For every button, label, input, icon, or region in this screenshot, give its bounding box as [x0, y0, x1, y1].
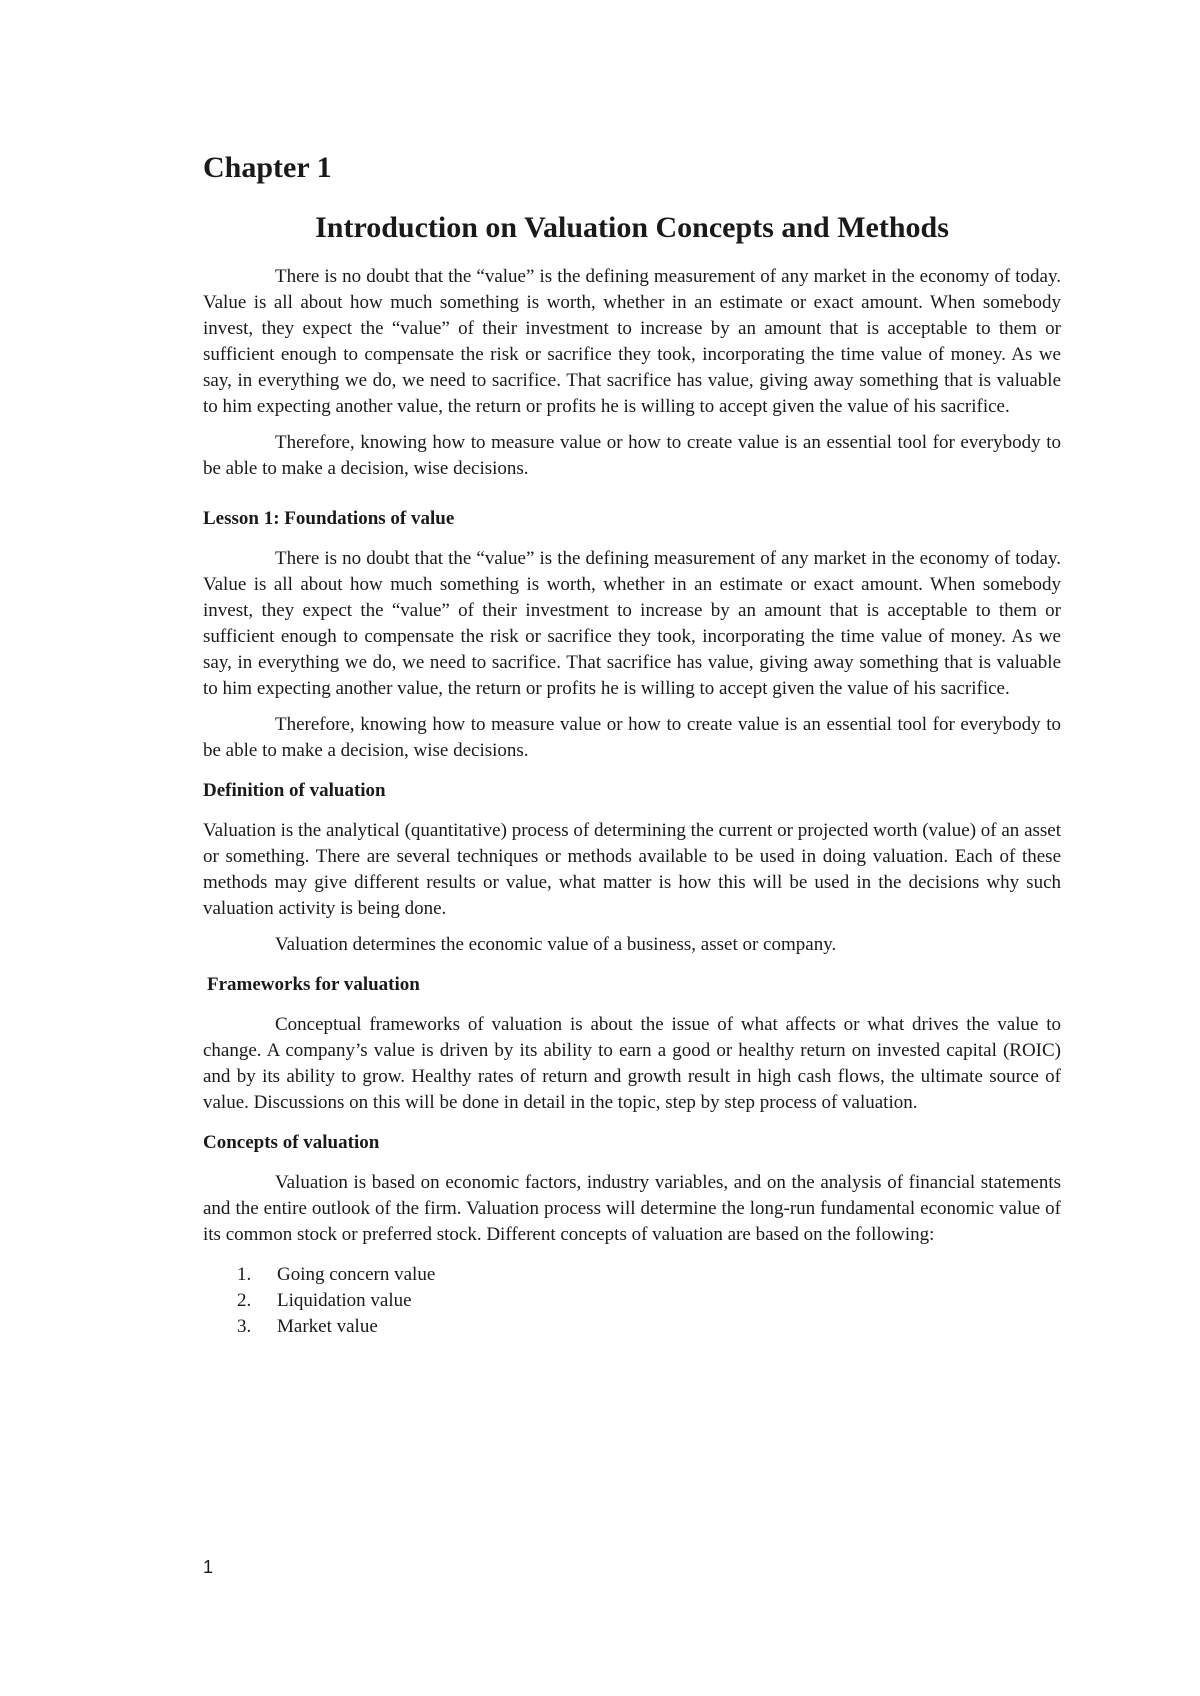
intro-paragraph-1: There is no doubt that the “value” is the defining measurement of any market in the economy of today. Value is all about how much something is worth, whether in an estimate or exact amount. When somebody invest, they expect the “value” of their investment to increase by an amount that is acceptable to them or sufficient enough to compensate the risk or sacrifice they took, incorporating the time value of money. As we say, in everything we do, we need to sacrifice. That sacrifice has value, giving away something that is valuable to him expecting another value, the return or profits he is willing to accept given the value of his sacrifice. — [203, 266, 1061, 417]
chapter-label: Chapter 1 — [203, 151, 332, 184]
lesson1-paragraph-2: Therefore, knowing how to measure value or how to create value is an essential tool for everybody to be able to make a decision, wise decisions. — [203, 714, 1061, 761]
list-item-number: 2. — [237, 1290, 252, 1311]
page-content — [203, 148, 1061, 1340]
list-item — [203, 1314, 1061, 1340]
frameworks-heading: Frameworks for valuation — [207, 974, 420, 995]
concepts-list — [203, 1262, 1061, 1340]
intro-paragraph-2: Therefore, knowing how to measure value or how to create value is an essential tool for everybody to be able to make a decision, wise decisions. — [203, 432, 1061, 479]
list-item-text: Market value — [277, 1316, 378, 1337]
list-item-number: 3. — [237, 1316, 252, 1337]
definition-paragraph-1: Valuation is the analytical (quantitative) process of determining the current or projected worth (value) of an asset or something. There are several techniques or methods available to be used in doing valuation. Each of these methods may give different results or value, what matter is how this will be used in the decisions why such valuation activity is being done. — [203, 820, 1061, 919]
list-item-text: Going concern value — [277, 1264, 436, 1285]
definition-heading: Definition of valuation — [203, 780, 386, 801]
list-item — [203, 1288, 1061, 1314]
lesson1-heading: Lesson 1: Foundations of value — [203, 508, 455, 529]
list-item-text: Liquidation value — [277, 1290, 412, 1311]
concepts-paragraph-1: Valuation is based on economic factors, industry variables, and on the analysis of financial statements and the entire outlook of the firm. Valuation process will determine the long-run fundamental economic value of its common stock or preferred stock. Different concepts of valuation are based on the following: — [203, 1172, 1061, 1245]
list-item — [203, 1262, 1061, 1288]
frameworks-paragraph-1: Conceptual frameworks of valuation is about the issue of what affects or what drives the value to change. A company’s value is driven by its ability to earn a good or healthy return on invested capital (ROIC) and by its ability to grow. Healthy rates of return and growth result in high cash flows, the ultimate source of value. Discussions on this will be done in detail in the topic, step by step process of valuation. — [203, 1014, 1061, 1113]
list-item-number: 1. — [237, 1264, 252, 1285]
lesson1-paragraph-1: There is no doubt that the “value” is the defining measurement of any market in the economy of today. Value is all about how much something is worth, whether in an estimate or exact amount. When somebody invest, they expect the “value” of their investment to increase by an amount that is acceptable to them or sufficient enough to compensate the risk or sacrifice they took, incorporating the time value of money. As we say, in everything we do, we need to sacrifice. That sacrifice has value, giving away something that is valuable to him expecting another value, the return or profits he is willing to accept given the value of his sacrifice. — [203, 548, 1061, 699]
page-title: Introduction on Valuation Concepts and Methods — [315, 211, 949, 244]
concepts-heading: Concepts of valuation — [203, 1132, 380, 1153]
definition-paragraph-2: Valuation determines the economic value of a business, asset or company. — [275, 934, 837, 955]
page-number: 1 — [203, 1557, 214, 1577]
